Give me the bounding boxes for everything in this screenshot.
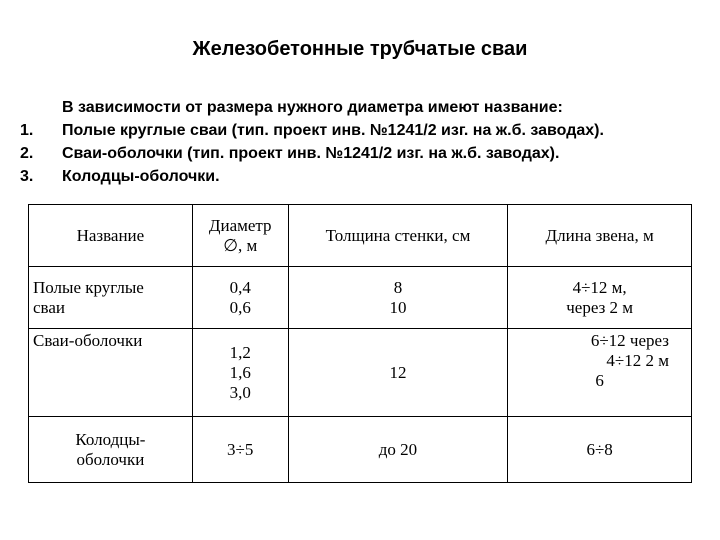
header-name: Название xyxy=(29,205,193,267)
cell-diameter-value: 1,2 xyxy=(229,342,251,362)
cell-wall xyxy=(288,267,508,329)
cell-wall: до 20 xyxy=(288,417,508,483)
cell-length-line: 6 xyxy=(595,371,604,390)
cell-name: Сваи-оболочки xyxy=(29,329,193,417)
table-row xyxy=(29,417,692,483)
cell-length xyxy=(508,329,692,417)
list-item xyxy=(20,119,604,142)
cell-diameter-value: 0,6 xyxy=(229,297,251,317)
list-item xyxy=(20,165,604,188)
list-item xyxy=(20,142,604,165)
list-item-number: 1. xyxy=(20,122,34,139)
table-row xyxy=(29,329,692,417)
cell-name xyxy=(29,267,193,329)
header-diameter-line: Диаметр xyxy=(208,215,272,235)
cell-name xyxy=(29,417,193,483)
list-item-text: Полые круглые сваи (тип. проект инв. №1241/2 изг. на ж.б. заводах). xyxy=(62,122,604,139)
list-item-text: Сваи-оболочки (тип. проект инв. №1241/2 изг. на ж.б. заводах). xyxy=(62,145,560,162)
cell-length: 6÷8 xyxy=(508,417,692,483)
cell-diameter-value: 0,4 xyxy=(229,277,251,297)
cell-diameter: 3÷5 xyxy=(192,417,288,483)
list-item-number: 3. xyxy=(20,168,34,185)
cell-length-line: 4÷12 м, xyxy=(572,277,627,297)
cell-length-line: через 2 м xyxy=(566,297,634,317)
list-item-text: Колодцы-оболочки. xyxy=(62,168,220,185)
cell-wall-value: 10 xyxy=(389,297,407,317)
cell-diameter xyxy=(192,267,288,329)
cell-diameter-value: 1,6 xyxy=(229,362,251,382)
table-row xyxy=(29,267,692,329)
cell-name-line: Полые круглые xyxy=(33,277,144,297)
header-wall-thickness: Толщина стенки, см xyxy=(288,205,508,267)
cell-length xyxy=(508,267,692,329)
header-segment-length: Длина звена, м xyxy=(508,205,692,267)
piles-table xyxy=(28,204,692,483)
cell-length-line: 6÷12 через xyxy=(590,331,669,350)
intro-text: В зависимости от размера нужного диаметра имеют название: xyxy=(62,99,563,116)
cell-diameter-value: 3,0 xyxy=(229,382,251,402)
cell-name-line: сваи xyxy=(33,297,65,317)
header-diameter-unit: ∅, м xyxy=(223,235,258,255)
table-header-row xyxy=(29,205,692,267)
cell-diameter xyxy=(192,329,288,417)
cell-name-line: Колодцы- xyxy=(75,429,146,449)
cell-wall: 12 xyxy=(288,329,508,417)
cell-name-line: оболочки xyxy=(76,449,145,469)
header-diameter xyxy=(192,205,288,267)
list-item-number: 2. xyxy=(20,145,34,162)
pile-type-list xyxy=(20,119,604,188)
page-title: Железобетонные трубчатые сваи xyxy=(192,38,528,60)
cell-wall-value: 8 xyxy=(393,277,403,297)
cell-length-line: 4÷12 2 м xyxy=(606,351,669,370)
